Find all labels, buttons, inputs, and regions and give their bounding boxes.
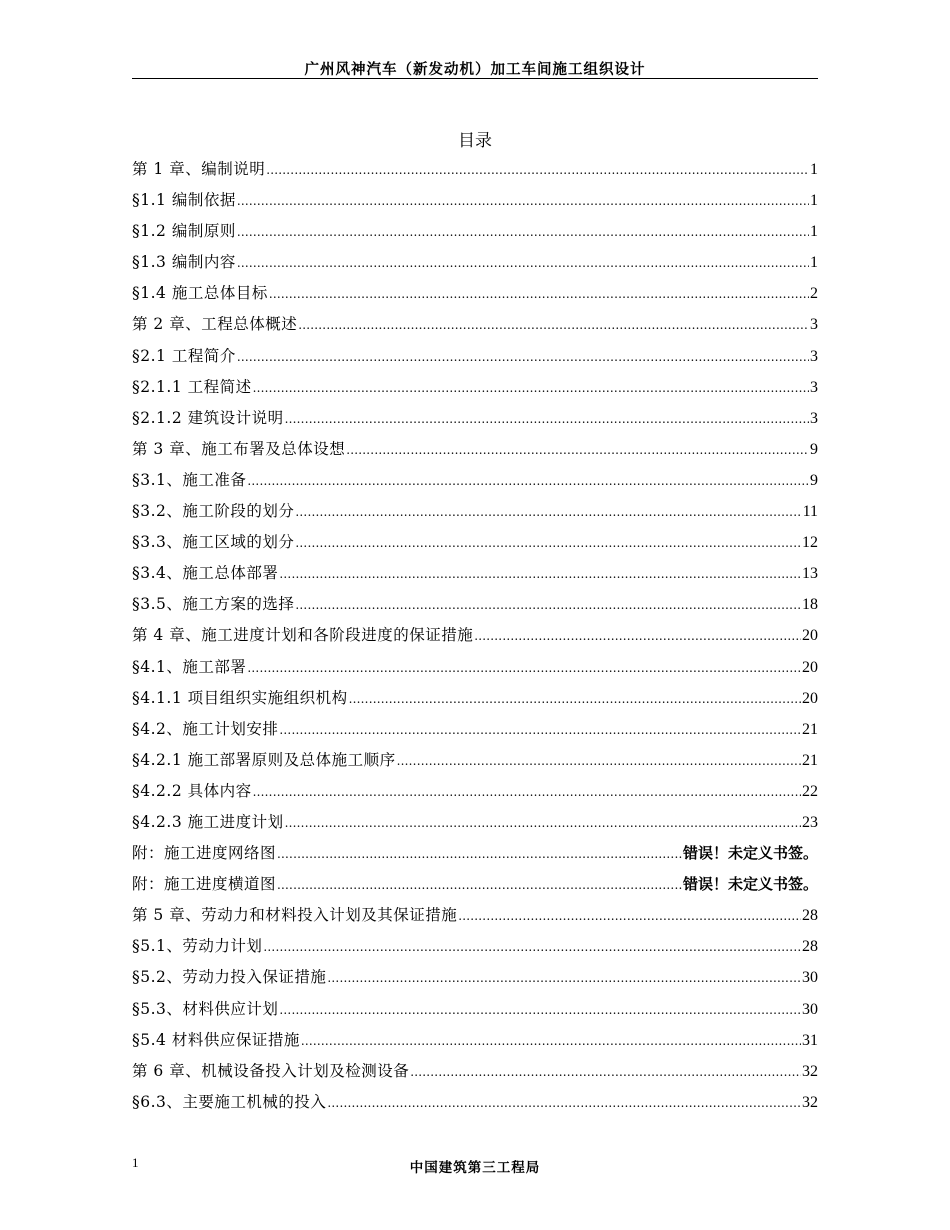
toc-dot-leader xyxy=(285,808,801,839)
toc-entry-text: §3.3、施工区域的划分 xyxy=(132,533,295,552)
toc-entry-page: 11 xyxy=(802,503,818,521)
toc-entry-text: §3.1、施工准备 xyxy=(132,470,247,489)
toc-dot-leader xyxy=(346,435,809,466)
toc-entry[interactable] xyxy=(132,216,818,247)
toc-entry-page: 32 xyxy=(802,1062,818,1080)
toc-dot-leader xyxy=(263,932,801,963)
page-header-title: 广州风神汽车（新发动机）加工车间施工组织设计 xyxy=(304,62,646,78)
toc-dot-leader xyxy=(247,653,801,684)
toc-dot-leader xyxy=(327,963,801,994)
toc-entry[interactable] xyxy=(132,465,818,496)
toc-dot-leader xyxy=(237,342,809,373)
toc-entry-text: 第 1 章、编制说明 xyxy=(132,160,266,178)
toc-entry-page: 12 xyxy=(802,534,818,552)
toc-entry-text: §2.1 工程简介 xyxy=(132,346,236,365)
toc-dot-leader xyxy=(279,559,801,590)
toc-dot-leader xyxy=(458,901,801,932)
toc-dot-leader xyxy=(327,1088,801,1119)
toc-title: 目录 xyxy=(458,131,492,151)
toc-dot-leader xyxy=(277,839,682,870)
toc-entry-page: 20 xyxy=(802,658,818,676)
toc-entry-text: §5.1、劳动力计划 xyxy=(132,937,263,956)
toc-entry[interactable] xyxy=(132,434,818,465)
page-number: 1 xyxy=(132,1155,139,1170)
toc-dot-leader xyxy=(410,1057,801,1088)
toc-entry-text: §6.3、主要施工机械的投入 xyxy=(132,1092,327,1111)
toc-entry-page: 2 xyxy=(810,285,818,303)
toc-dot-leader xyxy=(247,466,809,497)
toc-entry-text: 第 6 章、机械设备投入计划及检测设备 xyxy=(132,1061,410,1080)
toc-dot-leader xyxy=(237,217,809,248)
toc-entry-page: 13 xyxy=(802,565,818,583)
toc-entry-page: 23 xyxy=(802,813,818,831)
toc-entry-page: 3 xyxy=(810,378,818,396)
toc-entry-page: 20 xyxy=(802,689,818,707)
toc-dot-leader xyxy=(266,155,809,186)
toc-entry-text: 第 2 章、工程总体概述 xyxy=(132,315,298,334)
toc-entry-page: 32 xyxy=(802,1093,818,1111)
toc-dot-leader xyxy=(237,186,809,217)
toc-entry[interactable] xyxy=(132,278,818,309)
toc-entry-page: 21 xyxy=(802,720,818,738)
toc-entry-page: 1 xyxy=(810,192,818,210)
toc-dot-leader xyxy=(295,528,801,559)
toc-entry-page: 9 xyxy=(810,440,818,458)
toc-entry-error: 错误！未定义书签。 xyxy=(682,844,818,863)
toc-dot-leader xyxy=(397,746,801,777)
toc-entry-page: 1 xyxy=(810,223,818,241)
toc-dot-leader xyxy=(253,777,801,808)
toc-entry-page: 21 xyxy=(802,751,818,769)
toc-entry-page: 9 xyxy=(810,471,818,489)
toc-entry[interactable] xyxy=(132,776,818,807)
toc-entry[interactable] xyxy=(132,807,818,838)
toc-entry-text: 第 5 章、劳动力和材料投入计划及其保证措施 xyxy=(132,906,458,925)
toc-entry[interactable] xyxy=(132,900,818,931)
toc-dot-leader xyxy=(279,995,801,1026)
toc-entry-text: §3.4、施工总体部署 xyxy=(132,564,279,583)
toc-entry[interactable] xyxy=(132,931,818,962)
header-divider xyxy=(132,78,818,79)
toc-entry-text: §1.4 施工总体目标 xyxy=(132,284,268,303)
toc-entry[interactable] xyxy=(132,372,818,403)
toc-entry-text: 附：施工进度横道图 xyxy=(132,875,277,894)
toc-entry-page: 1 xyxy=(810,161,818,178)
toc-entry-text: §4.2.2 具体内容 xyxy=(132,781,252,800)
toc-entry[interactable] xyxy=(132,154,818,185)
toc-entry[interactable] xyxy=(132,652,818,683)
toc-entry[interactable] xyxy=(132,496,818,527)
toc-entry-text: §2.1.1 工程简述 xyxy=(132,377,252,396)
toc-entry-page: 28 xyxy=(802,938,818,956)
toc-entry[interactable] xyxy=(132,1025,818,1056)
toc-entry[interactable] xyxy=(132,1087,818,1118)
toc-entry-text: §4.2.1 施工部署原则及总体施工顺序 xyxy=(132,750,396,769)
toc-entry-page: 30 xyxy=(802,969,818,987)
toc-dot-leader xyxy=(295,497,801,528)
toc-dot-leader xyxy=(269,279,809,310)
toc-dot-leader xyxy=(237,248,809,279)
toc-dot-leader xyxy=(279,715,801,746)
toc-entry[interactable] xyxy=(132,558,818,589)
toc-entry-text: §5.2、劳动力投入保证措施 xyxy=(132,968,327,987)
toc-entry-text: 第 4 章、施工进度计划和各阶段进度的保证措施 xyxy=(132,626,474,645)
toc-entry[interactable] xyxy=(132,247,818,278)
footer-organization: 中国建筑第三工程局 xyxy=(409,1160,541,1176)
toc-entry-text: §4.1.1 项目组织实施组织机构 xyxy=(132,688,348,707)
toc-entry-page: 3 xyxy=(810,409,818,427)
toc-entry[interactable] xyxy=(132,341,818,372)
toc-entry[interactable] xyxy=(132,185,818,216)
toc-entry[interactable] xyxy=(132,683,818,714)
toc-entry-page: 3 xyxy=(810,316,818,334)
toc-entry-error: 错误！未定义书签。 xyxy=(682,875,818,894)
table-of-contents xyxy=(132,154,818,1118)
toc-entry-text: §4.2.3 施工进度计划 xyxy=(132,812,284,831)
toc-entry-text: §4.1、施工部署 xyxy=(132,657,247,676)
toc-entry-text: 第 3 章、施工布署及总体设想 xyxy=(132,439,346,458)
toc-entry-page: 31 xyxy=(802,1031,818,1049)
toc-dot-leader xyxy=(253,373,809,404)
toc-entry-page: 22 xyxy=(802,782,818,800)
toc-dot-leader xyxy=(298,310,809,341)
toc-entry-text: §1.1 编制依据 xyxy=(132,191,236,210)
toc-entry-page: 18 xyxy=(802,596,818,614)
toc-entry[interactable] xyxy=(132,838,818,869)
toc-entry-text: 附：施工进度网络图 xyxy=(132,844,277,863)
toc-entry-page: 30 xyxy=(802,1000,818,1018)
toc-entry-text: §5.4 材料供应保证措施 xyxy=(132,1030,300,1049)
toc-entry-text: §3.2、施工阶段的划分 xyxy=(132,502,295,521)
toc-entry[interactable] xyxy=(132,527,818,558)
toc-entry[interactable] xyxy=(132,994,818,1025)
toc-entry-page: 28 xyxy=(802,907,818,925)
toc-dot-leader xyxy=(349,684,801,715)
toc-entry-page: 3 xyxy=(810,347,818,365)
toc-dot-leader xyxy=(285,404,809,435)
toc-entry-text: §3.5、施工方案的选择 xyxy=(132,595,295,614)
toc-entry[interactable] xyxy=(132,309,818,340)
toc-entry-text: §1.2 编制原则 xyxy=(132,222,236,241)
toc-entry[interactable] xyxy=(132,1056,818,1087)
toc-entry[interactable] xyxy=(132,589,818,620)
toc-dot-leader xyxy=(301,1026,801,1057)
toc-entry[interactable] xyxy=(132,962,818,993)
toc-entry-page: 1 xyxy=(810,254,818,272)
toc-entry[interactable] xyxy=(132,869,818,900)
toc-dot-leader xyxy=(295,590,801,621)
toc-entry-text: §5.3、材料供应计划 xyxy=(132,999,279,1018)
toc-entry-text: §1.3 编制内容 xyxy=(132,253,236,272)
toc-entry[interactable] xyxy=(132,403,818,434)
toc-entry[interactable] xyxy=(132,745,818,776)
toc-entry-text: §2.1.2 建筑设计说明 xyxy=(132,408,284,427)
toc-entry[interactable] xyxy=(132,620,818,651)
toc-dot-leader xyxy=(474,621,801,652)
toc-entry-text: §4.2、施工计划安排 xyxy=(132,719,279,738)
toc-entry[interactable] xyxy=(132,714,818,745)
toc-entry-page: 20 xyxy=(802,627,818,645)
toc-dot-leader xyxy=(277,870,682,901)
